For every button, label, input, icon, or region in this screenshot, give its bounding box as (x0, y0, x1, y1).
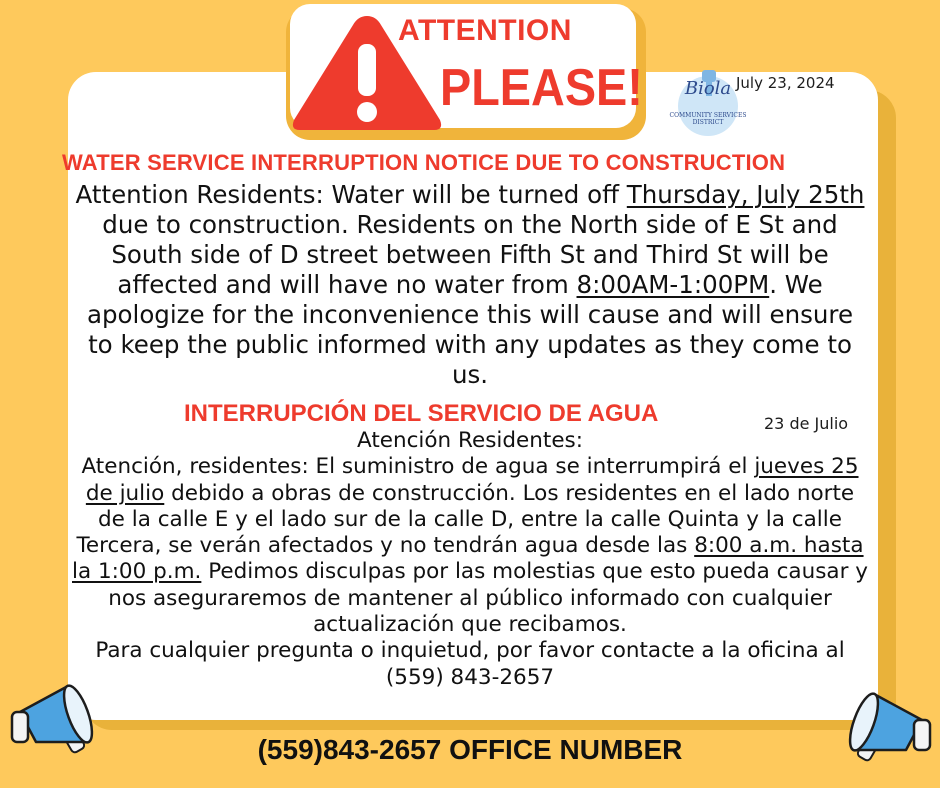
spanish-text-2: debido a obras de construcción. Los residentes en el lado norte de la calle E y el lado sur de la calle D, entre la calle Quinta y la calle Tercera, se verán afectados y no tendrán agua desde las (76, 480, 855, 559)
notice-date: July 23, 2024 (736, 74, 835, 92)
english-body (72, 180, 868, 390)
spanish-paragraph (72, 454, 868, 638)
megaphone-icon (6, 672, 102, 768)
english-headline: WATER SERVICE INTERRUPTION NOTICE DUE TO CONSTRUCTION (62, 150, 786, 175)
english-text-3: . We apologize for the inconvenience this will cause and will ensure to keep the public informed with any updates as they come to us. (86, 270, 854, 389)
attention-title: ATTENTION (398, 14, 572, 47)
english-text-2: due to construction. Residents on the North side of E St and South side of D street between Fifth St and Third St will be affected and will have no water from (102, 210, 838, 299)
spanish-greeting: Atención Residentes: (356, 428, 583, 453)
spanish-headline: INTERRUPCIÓN DEL SERVICIO DE AGUA (184, 400, 659, 427)
spanish-body (72, 428, 868, 691)
spanish-contact: Para cualquier pregunta o inquietud, por favor contacte a la oficina al (559) 843-2657 (95, 638, 845, 690)
office-number: (559)843-2657 OFFICE NUMBER (257, 734, 683, 765)
megaphone-icon (840, 680, 936, 776)
please-title: PLEASE! (440, 59, 643, 117)
english-text-1: Attention Residents: Water will be turned off (75, 180, 627, 209)
spanish-date-underlined: jueves 25 de julio (85, 454, 859, 506)
spanish-date: 23 de Julio (764, 414, 849, 433)
spanish-text-3: Pedimos disculpas por las molestias que esto pueda causar y nos aseguraremos de mantener al público informado con cualquier actualización que recibamos. (108, 559, 868, 638)
english-time-underlined: 8:00AM-1:00PM (576, 270, 770, 299)
english-date-underlined: Thursday, July 25th (626, 180, 865, 209)
logo-subtitle: COMMUNITY SERVICES DISTRICT (669, 112, 747, 126)
logo-name: Biola (684, 78, 732, 99)
spanish-time-underlined: 8:00 a.m. hasta la 1:00 p.m. (72, 533, 864, 585)
spanish-text-1: Atención, residentes: El suministro de agua se interrumpirá el (81, 454, 755, 480)
